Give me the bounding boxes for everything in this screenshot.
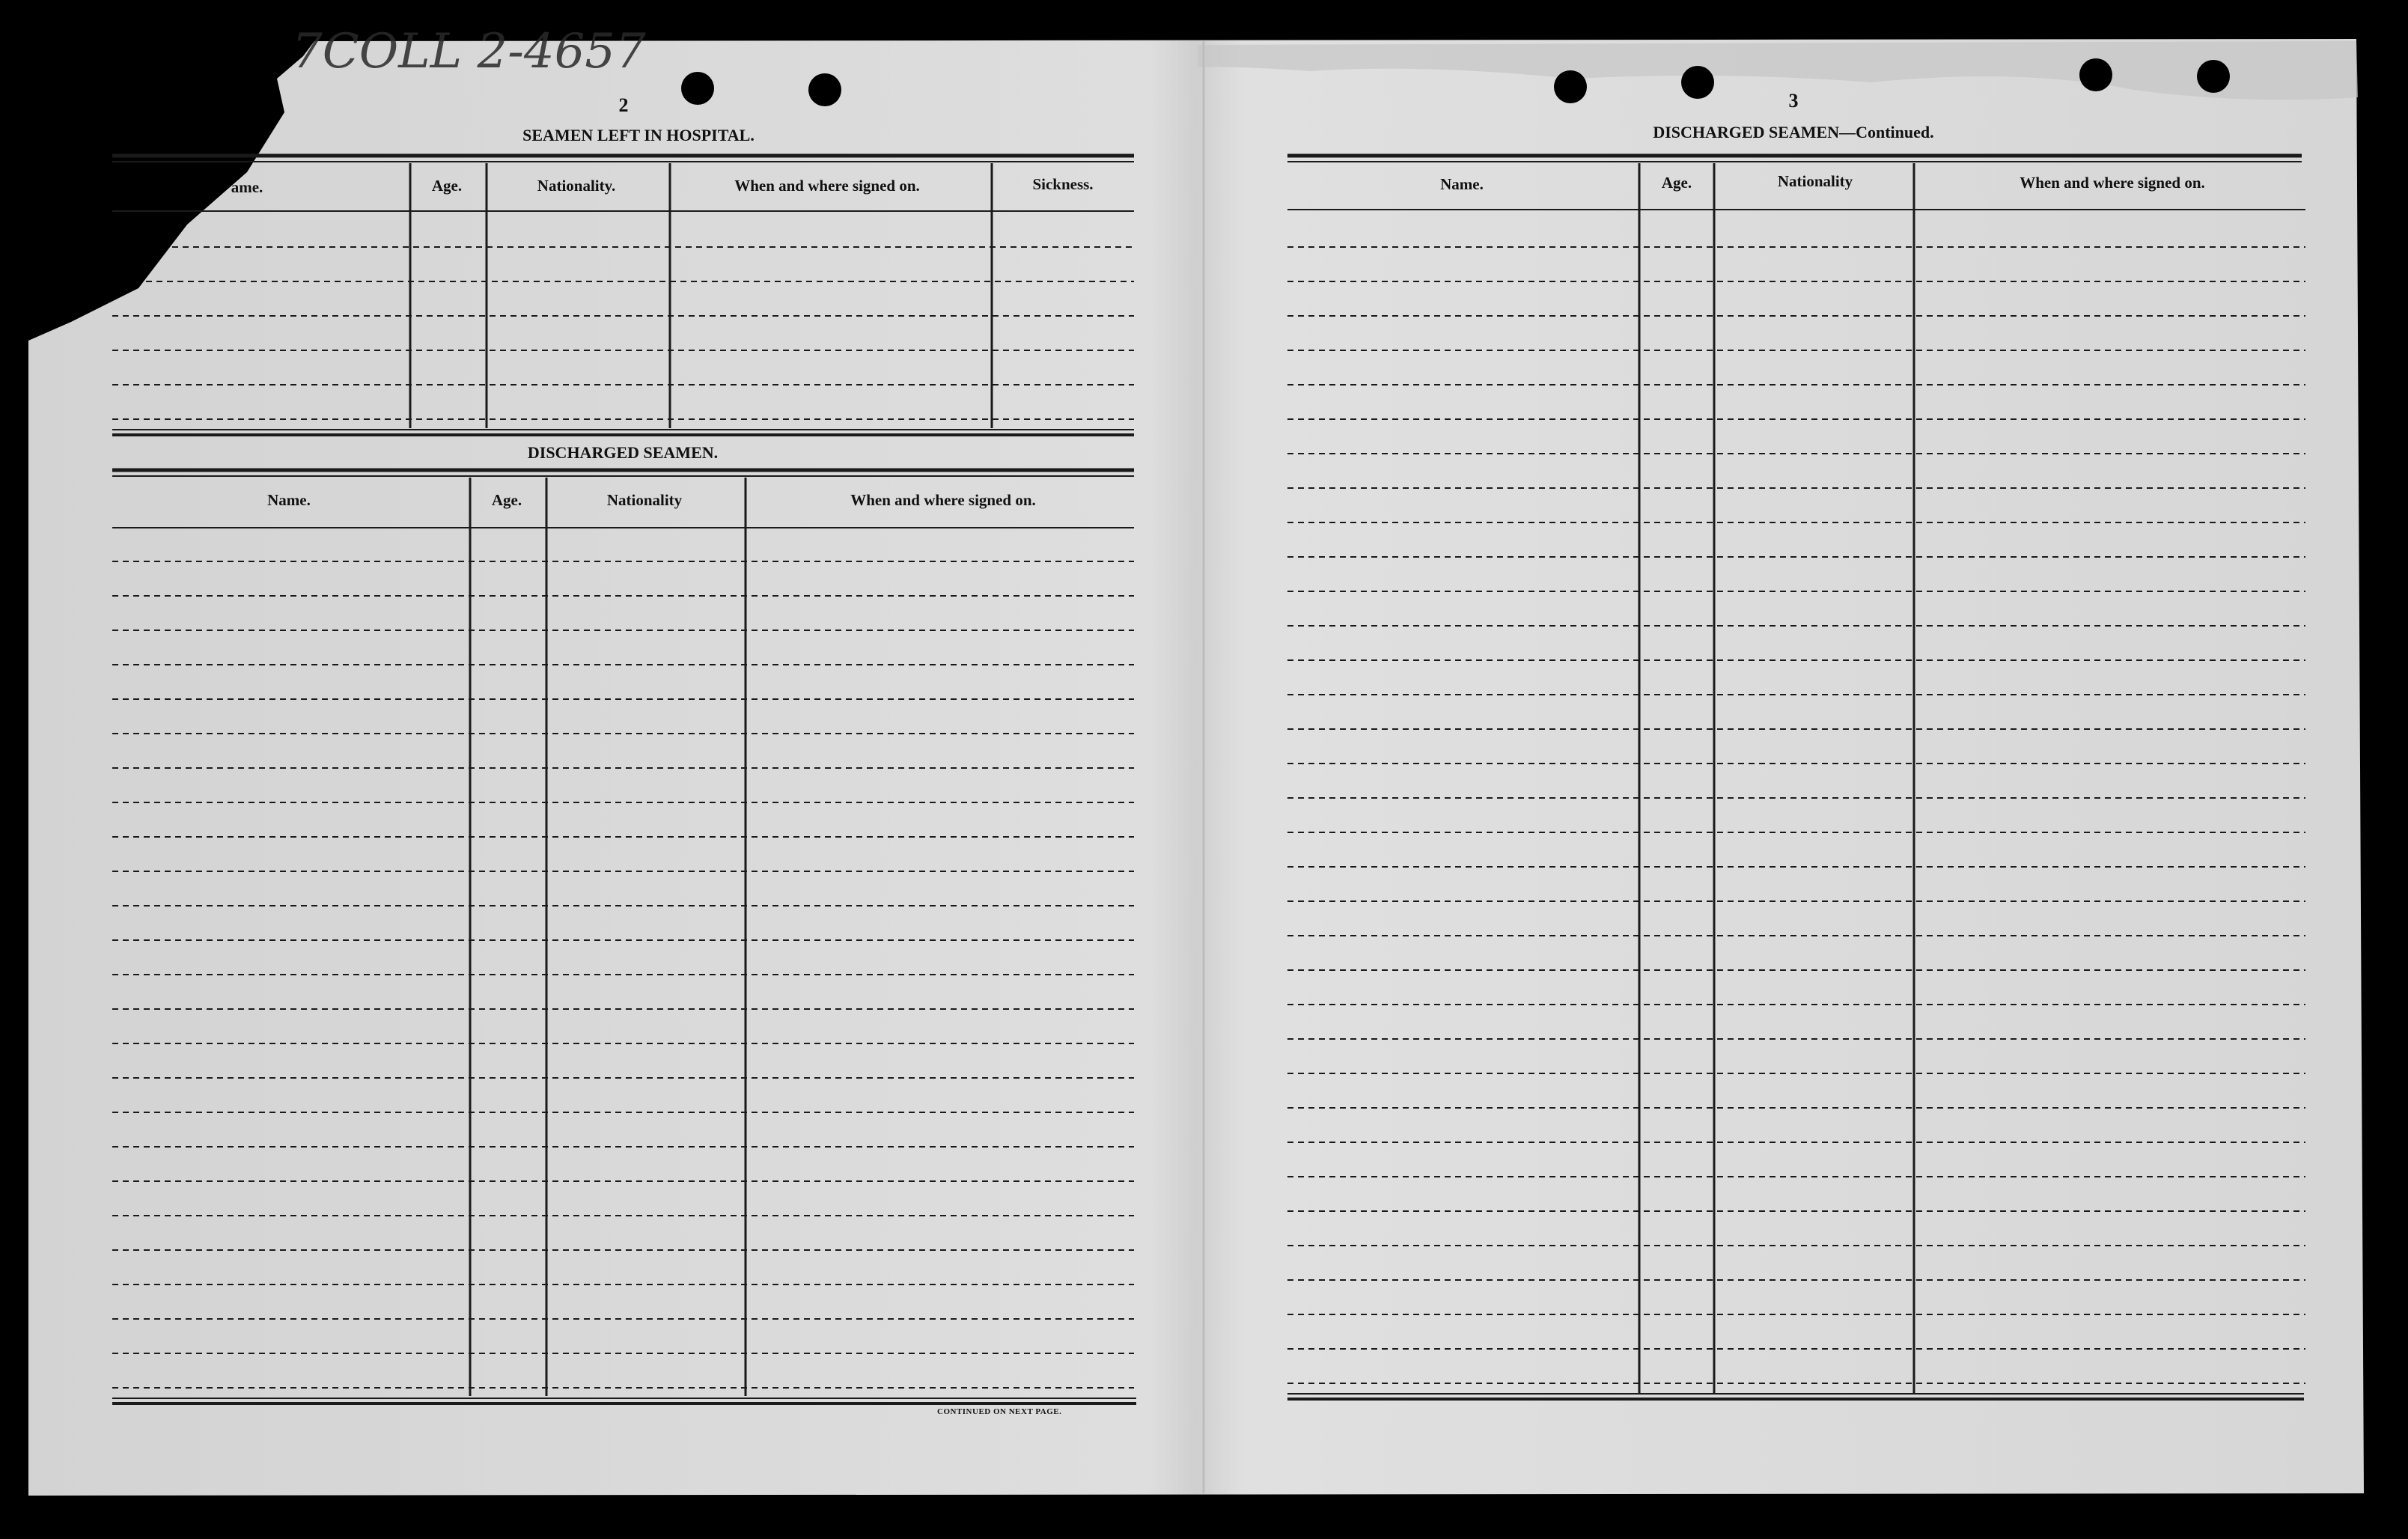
hospital-section-title: SEAMEN LEFT IN HOSPITAL. bbox=[522, 126, 755, 144]
hospital-col-signed-on: When and where signed on. bbox=[734, 177, 920, 195]
right-col-age: Age. bbox=[1661, 174, 1692, 192]
discharged-col-name: Name. bbox=[267, 491, 311, 509]
punch-hole bbox=[2079, 58, 2112, 91]
right-page-number: 3 bbox=[1788, 90, 1799, 112]
punch-hole bbox=[1554, 70, 1587, 103]
right-col-nationality: Nationality bbox=[1777, 172, 1853, 190]
left-page-number: 2 bbox=[618, 94, 629, 116]
continued-footer: CONTINUED ON NEXT PAGE. bbox=[937, 1407, 1062, 1416]
discharged-col-signed-on: When and where signed on. bbox=[850, 491, 1036, 509]
right-section-title: DISCHARGED SEAMEN—Continued. bbox=[1653, 123, 1934, 141]
punch-hole bbox=[1681, 66, 1714, 99]
discharged-section-title: DISCHARGED SEAMEN. bbox=[527, 443, 719, 462]
hospital-col-name: ame. bbox=[231, 178, 263, 196]
right-col-signed-on: When and where signed on. bbox=[2020, 174, 2205, 192]
hospital-col-nationality: Nationality. bbox=[537, 177, 616, 195]
hospital-col-age: Age. bbox=[431, 177, 463, 195]
discharged-col-age: Age. bbox=[491, 491, 522, 509]
discharged-col-nationality: Nationality bbox=[606, 491, 683, 509]
right-col-name: Name. bbox=[1440, 175, 1484, 193]
punch-hole bbox=[2197, 60, 2230, 93]
handwritten-mark: 7COLL 2-4657 bbox=[292, 24, 646, 79]
hospital-col-sickness: Sickness. bbox=[1032, 175, 1094, 193]
punch-hole bbox=[681, 72, 714, 105]
punch-hole bbox=[808, 73, 841, 106]
